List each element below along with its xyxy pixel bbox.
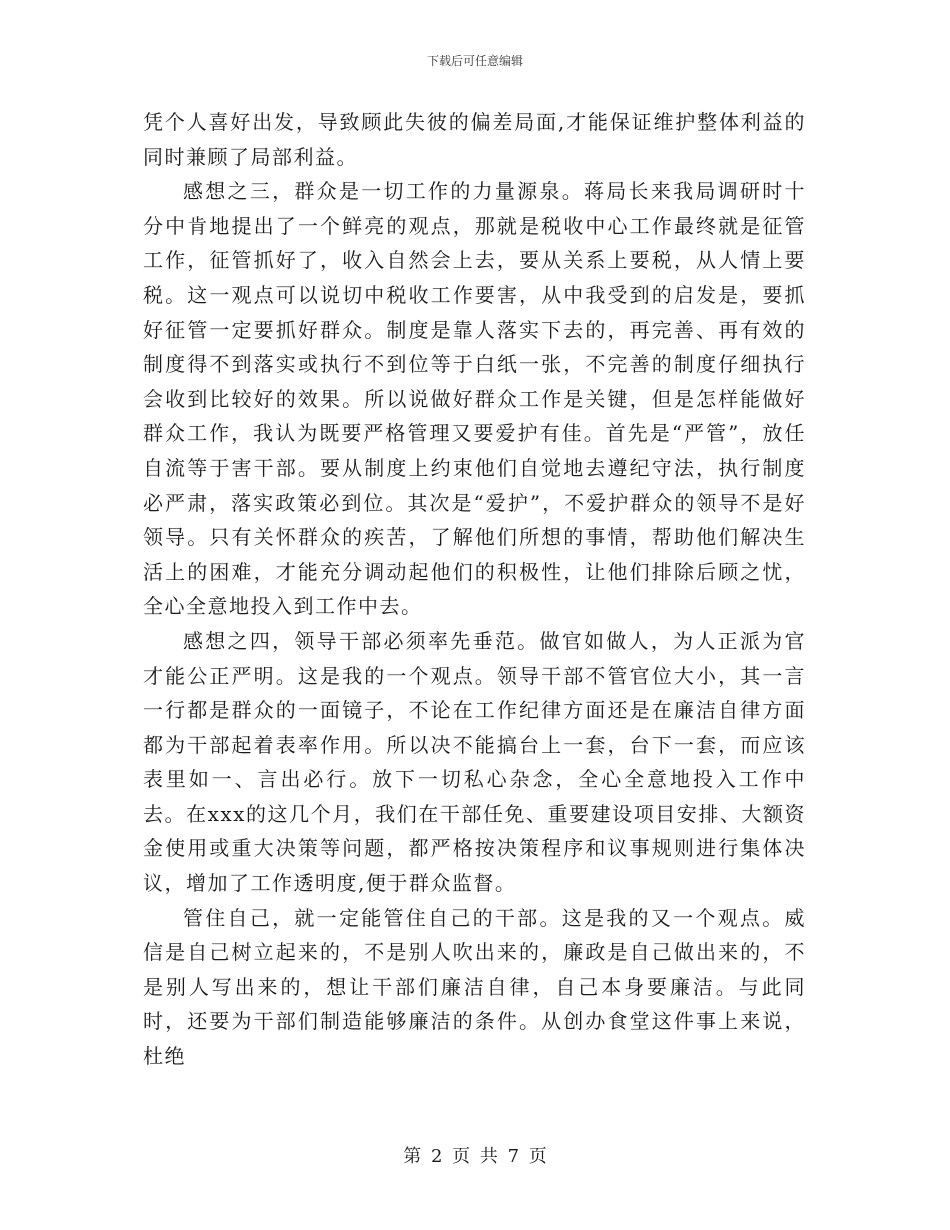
page-number-footer: 第 2 页 共 7 页: [403, 1146, 547, 1167]
paragraph-3: 感想之四，领导干部必须率先垂范。做官如做人，为人正派为官才能公正严明。这是我的一个观点。领导干部不管官位大小，其一言一行都是群众的一面镜子，不论在工作纪律方面还是在廉洁自律方面都为干部起着表率作用。所以决不能搞台上一套，台下一套，而应该表里如一、言出必行。放下一切私心杂念，全心全意地投入工作中去。在xxx的这几个月，我们在干部任免、重要建设项目安排、大额资金使用或重大决策等问题，都严格按决策程序和议事规则进行集体决议，增加了工作透明度,便于群众监督。: [143, 628, 806, 896]
paragraph-4: 管住自己，就一定能管住自己的干部。这是我的又一个观点。威信是自己树立起来的，不是别人吹出来的，廉政是自己做出来的，不是别人写出来的，想让干部们廉洁自律，自己本身要廉洁。与此同时，还要为干部们制造能够廉洁的条件。从创办食堂这件事上来说，杜绝: [143, 905, 806, 1069]
paragraph-1: 凭个人喜好出发，导致顾此失彼的偏差局面,才能保证维护整体利益的同时兼顾了局部利益。: [143, 110, 806, 169]
document-body: [143, 105, 806, 1074]
page-header: 下载后可任意编辑: [426, 54, 523, 68]
paragraph-2: 感想之三，群众是一切工作的力量源泉。蒋局长来我局调研时十分中肯地提出了一个鲜亮的观点，那就是税收中心工作最终就是征管工作，征管抓好了，收入自然会上去，要从关系上要税，从人情上要税。这一观点可以说切中税收工作要害，从中我受到的启发是，要抓好征管一定要抓好群众。制度是靠人落实下去的，再完善、再有效的制度得不到落实或执行不到位等于白纸一张，不完善的制度仔细执行会收到比较好的效果。所以说做好群众工作是关键，但是怎样能做好群众工作，我认为既要严格管理又要爱护有佳。首先是“严管”，放任自流等于害干部。要从制度上约束他们自觉地去遵纪守法，执行制度必严肃，落实政策必到位。其次是“爱护”，不爱护群众的领导不是好领导。只有关怀群众的疾苦，了解他们所想的事情，帮助他们解决生活上的困难，才能充分调动起他们的积极性，让他们排除后顾之忧，全心全意地投入到工作中去。: [143, 179, 806, 619]
